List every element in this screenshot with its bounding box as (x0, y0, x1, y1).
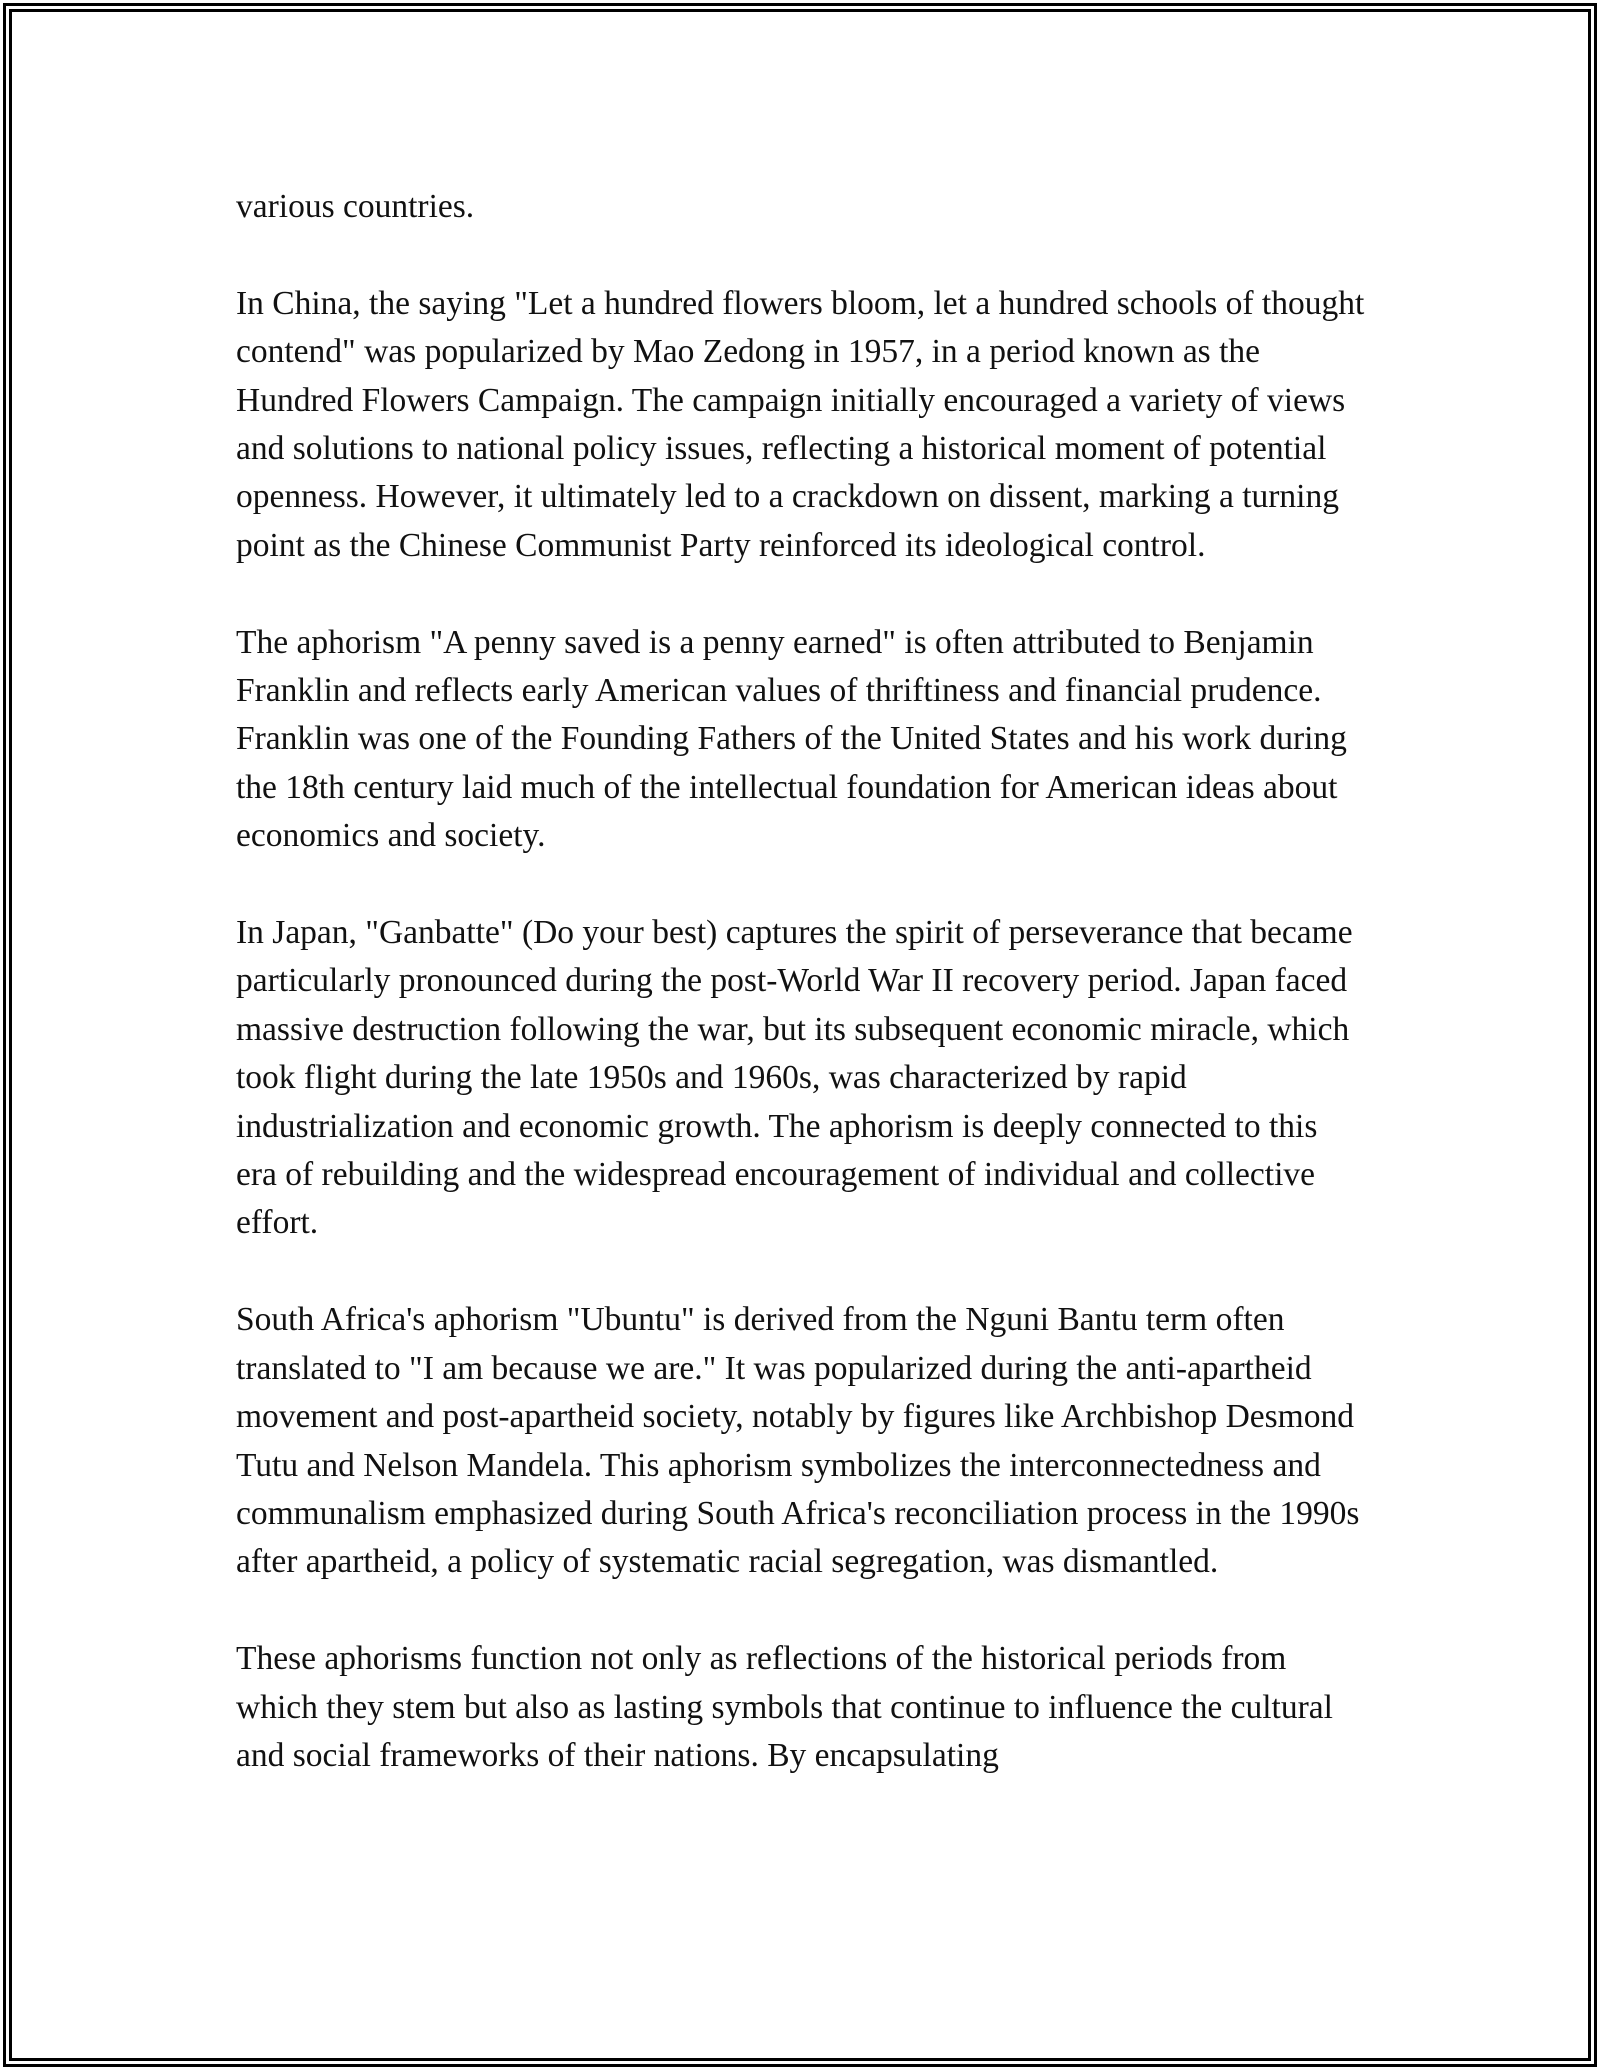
paragraph-franklin: The aphorism "A penny saved is a penny earned" is often attributed to Benjamin Franklin and reflects early American values of thriftiness and financial prudence. Franklin was one of the Founding Fathers of the United States and his work during the 18th century laid much of the intellectual foundation for American ideas about economics and society. (236, 623, 1347, 855)
paragraph-japan: In Japan, "Ganbatte" (Do your best) captures the spirit of perseverance that became particularly pronounced during the post-World War II recovery period. Japan faced massive destruction following the war, but its subsequent economic miracle, which took flight during the late 1950s and 1960s, was characterized by rapid industrialization and economic growth. The aphorism is deeply connected to this era of rebuilding and the widespread encouragement of individual and collective effort. (236, 914, 1353, 1242)
paragraph-china: In China, the saying "Let a hundred flowers bloom, let a hundred schools of thought contend" was popularized by Mao Zedong in 1957, in a period known as the Hundred Flowers Campaign. The campaign initially encouraged a variety of views and solutions to national policy issues, reflecting a historical moment of potential openness. However, it ultimately led to a crackdown on dissent, marking a turning point as the Chinese Communist Party reinforced its ideological control. (236, 284, 1365, 564)
paragraph-continuation: various countries. (236, 188, 475, 225)
paragraph-conclusion: These aphorisms function not only as reflections of the historical periods from which they stem but also as lasting symbols that continue to influence the cultural and social frameworks of their nations. By encapsulating (236, 1640, 1333, 1774)
document-body (236, 183, 1366, 1780)
paragraph-south-africa: South Africa's aphorism "Ubuntu" is derived from the Nguni Bantu term often translated to "I am because we are." It was popularized during the anti-apartheid movement and post-apartheid society, notably by figures like Archbishop Desmond Tutu and Nelson Mandela. This aphorism symbolizes the interconnectedness and communalism emphasized during South Africa's reconciliation process in the 1990s after apartheid, a policy of systematic racial segregation, was dismantled. (236, 1301, 1360, 1581)
